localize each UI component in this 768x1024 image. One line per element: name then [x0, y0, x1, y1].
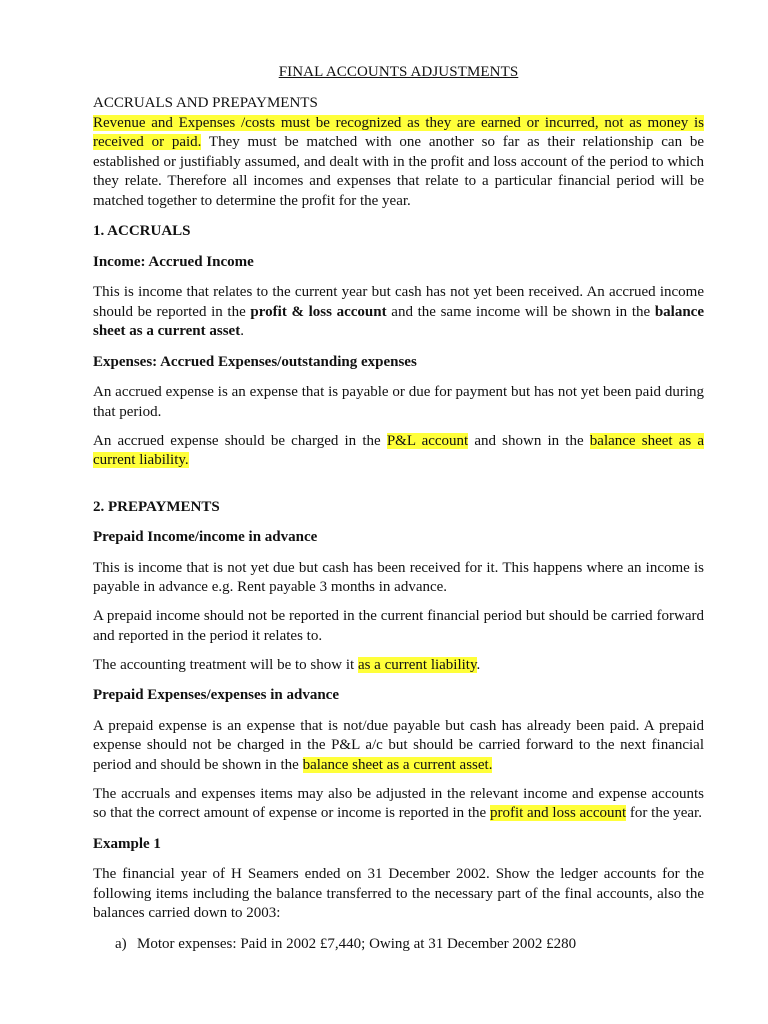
list-item-text: Motor expenses: Paid in 2002 £7,440; Owing at 31 December 2002 £280: [137, 935, 577, 952]
accrued-expenses-heading: Expenses: Accrued Expenses/outstanding expenses: [93, 353, 417, 370]
accrued-expense-text-2: and shown in the: [468, 432, 590, 449]
prepaid-expense-highlight: balance sheet as a current asset.: [302, 756, 493, 773]
prepaid-income-text-2: .: [476, 656, 481, 673]
accrued-income-text-3: .: [240, 323, 244, 339]
intro-paragraph: [93, 114, 704, 212]
accrued-income-heading: Income: Accrued Income: [93, 253, 254, 270]
prepaid-income-paragraph-2: A prepaid income should not be reported in the current financial period but should be carried forward and reported in the period it relates to.: [93, 608, 704, 644]
accrued-income-bold-bs: balance sheet as a current asset: [93, 303, 704, 339]
adjustment-text-2: for the year.: [626, 805, 702, 821]
intro-rest: They must be matched with one another so far as their relationship can be established or justifiably assumed, and dealt with in the profit and loss account of the period to which they relate. Therefore all incomes and expenses that relate to a particular financial period will be matched together to determine the profit for the year.: [93, 134, 704, 209]
prepaid-income-paragraph-1: This is income that is not yet due but cash has been received for it. This happens where an income is payable in advance e.g. Rent payable 3 months in advance.: [93, 559, 704, 595]
prepaid-expenses-heading: Prepaid Expenses/expenses in advance: [93, 687, 339, 703]
accrued-income-bold-pl: profit & loss account: [250, 303, 387, 320]
prepaid-income-paragraph-3: [93, 656, 704, 676]
accrued-expense-paragraph-1: An accrued expense is an expense that is payable or due for payment but has not yet been paid during that period.: [93, 384, 704, 420]
adjustment-text: The accruals and expenses items may also be adjusted in the relevant income and expense accounts so that the correct amount of expense or income is reported in the: [93, 785, 704, 821]
accrued-income-text: This is income that relates to the current year but cash has not yet been received. An accrued income should be reported in the: [93, 284, 704, 320]
document-title: FINAL ACCOUNTS ADJUSTMENTS: [278, 64, 519, 80]
section-heading: ACCRUALS AND PREPAYMENTS: [93, 95, 318, 111]
accrued-expense-paragraph-2: [93, 432, 704, 471]
prepaid-expense-paragraph-1: [93, 717, 704, 776]
accrued-expense-highlight-pl: P&L account: [386, 432, 469, 449]
intro-highlight: Revenue and Expenses /costs must be recognized as they are earned or incurred, not as money is received or paid.: [93, 114, 704, 150]
accrued-expense-text: An accrued expense should be charged in the: [93, 432, 387, 449]
list-item: [115, 935, 704, 955]
example-paragraph: The financial year of H Seamers ended on 31 December 2002. Show the ledger accounts for the following items including the balance transferred to the necessary part of the final accounts, also the balances carried down to 2003:: [93, 866, 704, 921]
accrued-income-paragraph: [93, 283, 704, 342]
prepaid-income-highlight: as a current liability: [357, 656, 477, 673]
list-marker: a): [115, 935, 127, 952]
example-heading: Example 1: [93, 835, 161, 852]
accrued-expense-highlight-bs: balance sheet as a current liability.: [93, 432, 704, 468]
prepaid-income-heading: Prepaid Income/income in advance: [93, 529, 318, 545]
accrued-income-text-2: and the same income will be shown in the: [386, 303, 655, 320]
accruals-heading: 1. ACCRUALS: [93, 223, 191, 239]
prepayments-heading: 2. PREPAYMENTS: [93, 498, 220, 515]
prepaid-expense-text: A prepaid expense is an expense that is not/due payable but cash has already been paid. A prepaid expense should not be charged in the P&L a/c but should be carried forward to the next financial period and should be shown in the: [93, 717, 704, 773]
prepaid-expense-paragraph-2: [93, 785, 704, 824]
prepaid-income-text: The accounting treatment will be to show it: [93, 656, 358, 673]
adjustment-highlight: profit and loss account: [489, 805, 627, 821]
